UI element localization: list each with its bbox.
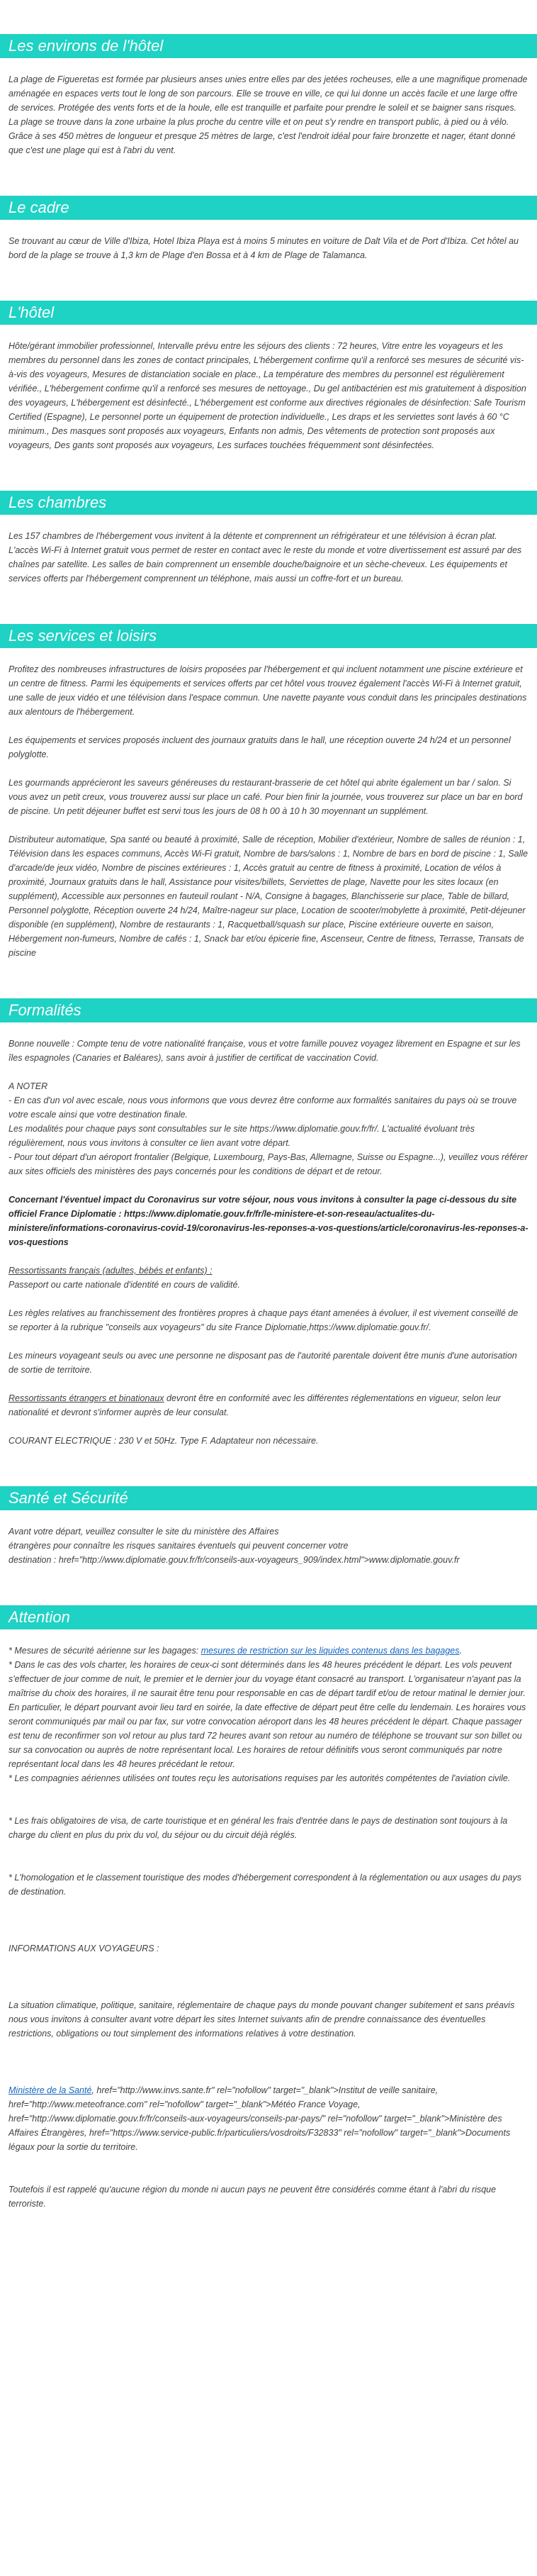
section-title-sante: Santé et Sécurité: [0, 1486, 537, 1510]
formalites-courant-electrique: COURANT ELECTRIQUE : 230 V et 50Hz. Type F. Adaptateur non nécessaire.: [9, 1436, 319, 1446]
section-title-chambres: Les chambres: [0, 491, 537, 515]
ministere-sante-link[interactable]: Ministère de la Santé: [9, 2085, 92, 2095]
section-title-cadre: Le cadre: [0, 196, 537, 220]
attention-line-3: * Les compagnies aériennes utilisées ont toutes reçu les autorisations requises par les autorités compétentes de l'aviation civile.: [9, 1773, 511, 1783]
attention-line-9-rest: , href="http://www.invs.sante.fr" rel="nofollow" target="_blank">Institut de veille sanitaire, href="http://www.meteofrance.com" rel="nofollow" target="_blank">Météo France Voyage, href="http://www.diplomatie.gouv.fr/fr/conseils-aux-voyageurs/conseils-par-pays/" rel="nofollow" target="_blank">Ministère des Affaires Étrangères, href="https://www.service-public.fr/particuliers/vosdroits/F32833" rel="nofollow" target="_blank">Documents légaux pour la sortie du territoire.: [9, 2085, 511, 2152]
hotel-paragraph-1: Hôte/gérant immobilier professionnel, Intervalle prévu entre les séjours des clients : 72 heures, Vitre entre les voyageurs et les membres du personnel dans les zones de contact principales, L'hébergement confirme qu'il a renforcé ses mesures de sécurité vis-à-vis des voyageurs, Mesures de distanciation sociale en place., La température des membres du personnel est régulièrement vérifiée., L'hébergement confirme qu'il a renforcé ses mesures de nettoyage., Du gel antibactérien est mis gratuitement à disposition des voyageurs, L'hébergement est désinfecté., L'hébergement est conforme aux directives régionales de désinfection: Safe Tourism Certified (Espagne), Le personnel porte un équipement de protection individuelle., Les draps et les serviettes sont lavés à 60 °C minimum., Des masques sont proposés aux voyageurs, Enfants non admis, Des vêtements de protection sont proposés aux voyageurs, Des gants sont proposés aux voyageurs, Les surfaces touchées fréquemment sont désinfectées.: [9, 341, 526, 450]
sante-line-3: destination : href="http://www.diplomatie.gouv.fr/fr/conseils-aux-voyageurs_909/index.html">www.diplomatie.gouv.fr: [9, 1555, 460, 1565]
section-title-loisirs: Les services et loisirs: [0, 624, 537, 648]
environs-paragraph-2: La plage se trouve dans la zone urbaine la plus proche du centre ville et on peut s'y rendre en transport public, à pied ou à vélo. Grâce à ses 450 mètres de longueur et presque 25 mètres de large, c'est l'endroit idéal pour faire bronzette et nager, étant donné que c'est une plage qui est à l'abri du vent.: [9, 117, 516, 155]
attention-line-1: [9, 1644, 528, 1658]
section-environs: [0, 34, 537, 157]
environs-paragraph-1: La plage de Figueretas est formée par plusieurs anses unies entre elles par des jetées rocheuses, elle a une magnifique promenade aménagée en espaces verts tout le long de son parcours. Elle se trouve en ville, ce qui lui donne un accès facile et une large offre de services. Protégée des vents forts et de la houle, elle est tranquille et parfaite pour prendre le soleil et se baigner sans risques.: [9, 74, 528, 113]
formalites-note-title: A NOTER: [9, 1081, 48, 1091]
loisirs-paragraph-1: Profitez des nombreuses infrastructures de loisirs proposées par l'hébergement et qui incluent notamment une piscine extérieure et un centre de fitness. Parmi les équipements et services offerts par cet hôtel vous trouvez également l'accès Wi-Fi à Internet gratuit, une salle de jeux vidéo et une télévision dans l'espace commun. Une navette payante vous conduit dans les principales destinations aux alentours de l'hébergement.: [9, 664, 527, 717]
section-content-environs: [0, 72, 537, 157]
section-hotel: [0, 301, 537, 452]
section-attention: [0, 1605, 537, 2211]
section-sante: [0, 1486, 537, 1567]
formalites-ressortissants-fr-label: Ressortissants français (adultes, bébés et enfants) :: [9, 1266, 213, 1276]
section-content-cadre: [0, 234, 537, 262]
loisirs-paragraph-3: Les gourmands apprécieront les saveurs généreuses du restaurant-brasserie de cet hôtel qui abrite également un bar / salon. Si vous avez un petit creux, vous trouverez aussi sur place un café. Pour bien finir la journée, vous trouverez sur place un bar en bord de piscine. Un petit déjeuner buffet est servi tous les jours de 08 h 00 à 10 h 30 moyennant un supplément.: [9, 778, 523, 816]
formalites-coronavirus-notice: Concernant l'éventuel impact du Coronavirus sur votre séjour, nous vous invitons à consulter la page ci-dessous du site officiel France Diplomatie : https://www.diplomatie.gouv.fr/fr/le-ministere-et-son-reseau/actualites-du-ministere/informations-coronavirus-covid-19/coronavirus-les-reponses-a-vos-questions/article/coronavirus-les-reponses-a-vos-questions: [9, 1195, 528, 1247]
section-title-hotel: L'hôtel: [0, 301, 537, 325]
loisirs-paragraph-2: Les équipements et services proposés incluent des journaux gratuits dans le hall, une réception ouverte 24 h/24 et un personnel polyglotte.: [9, 735, 511, 759]
liquids-restriction-link[interactable]: mesures de restriction sur les liquides contenus dans les bagages: [200, 1646, 460, 1656]
section-content-loisirs: [0, 662, 537, 960]
attention-line-4: * Les frais obligatoires de visa, de carte touristique et en général les frais d'entrée dans le pays de destination sont toujours à la charge du client en plus du prix du vol, du séjour ou du circuit déjà réglés.: [9, 1816, 508, 1840]
sante-line-1: Avant votre départ, veuillez consulter le site du ministère des Affaires: [9, 1527, 279, 1537]
formalites-ressortissants-etr-label: Ressortissants étrangers et binationaux: [9, 1393, 164, 1403]
attention-line-5: * L'homologation et le classement touristique des modes d'hébergement correspondent à la réglementation ou aux usages du pays de destination.: [9, 1873, 521, 1897]
loisirs-paragraph-4: Distributeur automatique, Spa santé ou beauté à proximité, Salle de réception, Mobilier d'extérieur, Nombre de salles de réunion : 1, Télévision dans les espaces communs, Accès Wi-Fi gratuit, Nombre de bars/salons : 1, Nombre de bars en bord de piscine : 1, Salle d'arcade/de jeux vidéo, Nombre de piscines extérieures : 1, Accès gratuit au centre de fitness à proximité, Location de vélos à proximité, Journaux gratuits dans le hall, Assistance pour visites/billets, Serviettes de plage, Navette pour les sites locaux (en supplément), Accessible aux personnes en fauteuil roulant - N/A, Consigne à bagages, Blanchisserie sur place, Table de billard, Personnel polyglotte, Réception ouverte 24 h/24, Maître-nageur sur place, Location de scooter/mobylette à proximité, Petit-déjeuner disponible (en supplément), Nombre de restaurants : 1, Racquetball/squash sur place, Piscine extérieure ouverte en saison, Hébergement non-fumeurs, Nombre de cafés : 1, Snack bar et/ou épicerie fine, Ascenseur, Centre de fitness, Terrasse, Transats de piscine: [9, 835, 528, 958]
formalites-paragraph-5: Les règles relatives au franchissement des frontières propres à chaque pays étant amenées à évoluer, il est vivement conseillé de se reporter à la rubrique "conseils aux voyageurs" du site France Diplomatie,https://www.diplomatie.gouv.fr/.: [9, 1308, 519, 1332]
attention-line-1-suffix: .: [459, 1646, 462, 1656]
attention-line-2: * Dans le cas des vols charter, les horaires de ceux-ci sont déterminés dans les 48 heures précédent le départ. Les vols peuvent s'effectuer de jour comme de nuit, le premier et le dernier jour du voyage étant consacré au transport. L'organisateur n'ayant pas la maîtrise du choix des horaires, il ne saurait être tenu pour responsable en cas de départ tardif et/ou de retour matinal le dernier jour. En particulier, le départ pourvant avoir lieu tard en soirée, la date effective de départ peut être celle du lendemain. Les horaires vous seront communiqués par mail ou par fax, sur votre convocation aéroport dans les 48 heures précédent le départ. Chaque passager est tenu de reconfirmer son vol retour au plus tard 72 heures avant son retour au numéro de téléphone se trouvant sur son billet ou sur sa convocation ou auprès de notre représentant local. Les horaires de retour définitifs vous seront communiqués par notre représentant local dans les 48 heures précédant le retour.: [9, 1660, 526, 1769]
section-content-formalites: [0, 1037, 537, 1448]
section-title-attention: Attention: [0, 1605, 537, 1629]
chambres-paragraph-1: Les 157 chambres de l'hébergement vous invitent à la détente et comprennent un réfrigérateur et une télévision à écran plat. L'accès Wi-Fi à Internet gratuit vous permet de rester en contact avec le reste du monde et votre divertissement est assuré par des chaînes par satellite. Les salles de bain comprennent un ensemble douche/baignoire et un sèche-cheveux. Les équipements et services offerts par l'hébergement comprennent un téléphone, mais aussi un coffre-fort et un bureau.: [9, 531, 522, 584]
formalites-ressortissants-etr-text: devront être en conformité avec les différentes réglementations en vigueur, selon leur nationalité et devront s'informer auprès de leur consulat.: [9, 1393, 501, 1417]
attention-line-7: La situation climatique, politique, sanitaire, réglementaire de chaque pays du monde pouvant changer subitement et sans préavis: [9, 2000, 515, 2010]
attention-line-10: Toutefois il est rappelé qu'aucune région du monde ni aucun pays ne peuvent être considérés comme étant à l'abri du risque terroriste.: [9, 2185, 497, 2209]
formalites-ressortissants-fr-text: Passeport ou carte nationale d'identité en cours de validité.: [9, 1280, 240, 1290]
section-formalites: [0, 998, 537, 1448]
section-title-environs: Les environs de l'hôtel: [0, 34, 537, 58]
section-content-hotel: [0, 339, 537, 452]
formalites-paragraph-1: Bonne nouvelle : Compte tenu de votre nationalité française, vous et votre famille pouvez voyagez librement en Espagne et sur les îles espagnoles (Canaries et Baléares), sans avoir à justifier de certificat de vaccination Covid.: [9, 1039, 521, 1063]
formalites-paragraph-6: Les mineurs voyageant seuls ou avec une personne ne disposant pas de l'autorité parentale doivent être munis d'une autorisation de sortie de territoire.: [9, 1351, 517, 1375]
section-title-formalites: Formalités: [0, 998, 537, 1022]
section-loisirs: [0, 624, 537, 960]
formalites-paragraph-4: - Pour tout départ d'un aéroport frontalier (Belgique, Luxembourg, Pays-Bas, Allemagne, Suisse ou Espagne...), veuillez vous référer aux sites officiels des ministères des pays concernés pour les conditions de départ et de retour.: [9, 1152, 528, 1176]
sante-line-2: étrangères pour connaître les risques sanitaires éventuels qui peuvent concerner votre: [9, 1541, 349, 1551]
formalites-paragraph-2: - En cas d'un vol avec escale, nous vous informons que vous devrez être conforme aux formalités sanitaires du pays où se trouve votre escale ainsi que votre destination finale.: [9, 1095, 517, 1120]
section-chambres: [0, 491, 537, 586]
attention-line-8: nous vous invitons à consulter avant votre départ les sites Internet suivants afin de prendre connaissance des éventuelles restrictions, obligations ou tout simplement des informations relatives à votre destination.: [9, 2014, 486, 2039]
formalites-ressortissants-etr: [9, 1391, 528, 1420]
formalites-paragraph-3: Les modalités pour chaque pays sont consultables sur le site https://www.diplomatie.gouv.fr/fr/. L'actualité évoluant très régulièrement, nous vous invitons à consulter ce lien avant votre départ.: [9, 1124, 475, 1148]
section-content-attention: [0, 1644, 537, 2211]
attention-line-6: INFORMATIONS AUX VOYAGEURS :: [9, 1944, 159, 1953]
cadre-paragraph-1: Se trouvant au cœur de Ville d'Ibiza, Hotel Ibiza Playa est à moins 5 minutes en voiture de Dalt Vila et de Port d'Ibiza. Cet hôtel au bord de la plage se trouve à 1,3 km de Plage d'en Bossa et à 4 km de Plage de Talamanca.: [9, 236, 519, 260]
attention-line-9: [9, 2083, 528, 2154]
section-content-chambres: [0, 529, 537, 586]
section-cadre: [0, 196, 537, 262]
section-content-sante: [0, 1524, 537, 1567]
attention-line-1-prefix: * Mesures de sécurité aérienne sur les bagages:: [9, 1646, 201, 1656]
